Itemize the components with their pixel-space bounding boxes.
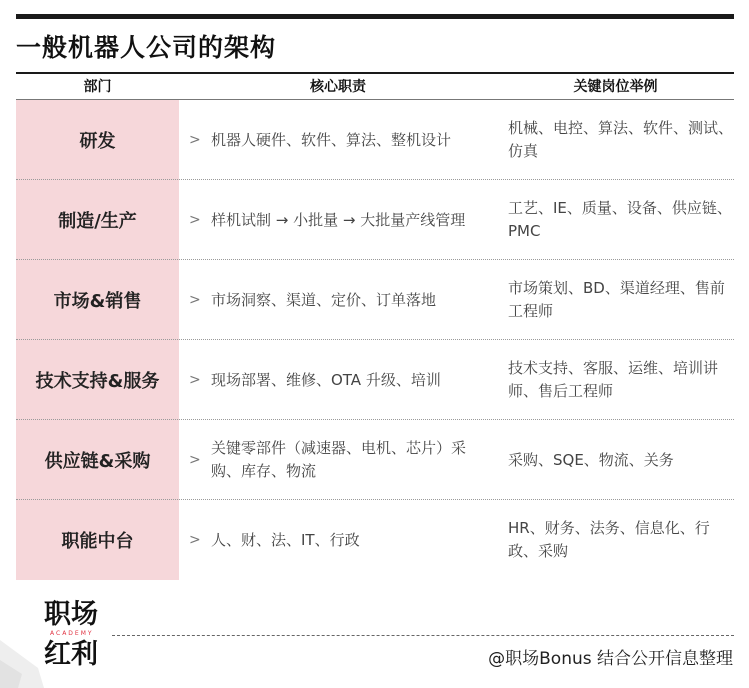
top-rule xyxy=(16,14,734,19)
dept-cell: 职能中台 xyxy=(16,500,179,580)
table-row xyxy=(16,260,734,340)
duty-cell: 市场洞察、渠道、定价、订单落地 xyxy=(211,290,437,309)
brand-logo xyxy=(44,600,108,672)
table-row xyxy=(16,500,734,580)
page-title: 一般机器人公司的架构 xyxy=(16,33,277,62)
table-row xyxy=(16,340,734,420)
logo-tagline: ACADEMY xyxy=(50,630,94,637)
bullet-arrow-icon: > xyxy=(189,532,201,548)
roles-cell: 工艺、IE、质量、设备、供应链、PMC xyxy=(508,199,732,240)
logo-text-line2: 红利 xyxy=(44,639,98,670)
logo-text-line1: 职场 xyxy=(44,599,98,630)
column-header-roles: 关键岗位举例 xyxy=(573,79,658,95)
roles-cell: 采购、SQE、物流、关务 xyxy=(508,450,674,469)
table-row xyxy=(16,100,734,180)
bullet-arrow-icon: > xyxy=(189,372,201,388)
table-header xyxy=(16,74,734,100)
bullet-arrow-icon: > xyxy=(189,292,201,308)
source-credit: @职场Bonus 结合公开信息整理 xyxy=(488,649,733,669)
bullet-arrow-icon: > xyxy=(189,132,201,148)
dept-cell: 市场&销售 xyxy=(16,260,179,340)
roles-cell: 技术支持、客服、运维、培训讲师、售后工程师 xyxy=(508,359,719,400)
duty-cell: 人、财、法、IT、行政 xyxy=(211,530,360,549)
bullet-arrow-icon: > xyxy=(189,452,201,468)
duty-cell: 现场部署、维修、OTA 升级、培训 xyxy=(211,370,441,389)
table-row xyxy=(16,180,734,260)
duty-cell: 关键零部件（减速器、电机、芯片）采购、库存、物流 xyxy=(211,439,467,480)
footer-dashed-rule xyxy=(112,635,734,636)
bullet-arrow-icon: > xyxy=(189,212,201,228)
roles-cell: 市场策划、BD、渠道经理、售前工程师 xyxy=(508,279,725,320)
dept-cell: 研发 xyxy=(16,100,179,180)
duty-cell: 样机试制 → 小批量 → 大批量产线管理 xyxy=(211,210,466,229)
column-header-dept: 部门 xyxy=(83,79,112,95)
duty-cell: 机器人硬件、软件、算法、整机设计 xyxy=(211,130,452,149)
dept-cell: 供应链&采购 xyxy=(16,420,179,500)
column-header-duty: 核心职责 xyxy=(310,79,366,95)
dept-cell: 制造/生产 xyxy=(16,180,179,260)
dept-cell: 技术支持&服务 xyxy=(16,340,179,420)
table-body xyxy=(16,100,734,580)
table-row xyxy=(16,420,734,500)
roles-cell: HR、财务、法务、信息化、行政、采购 xyxy=(508,519,710,560)
roles-cell: 机械、电控、算法、软件、测试、仿真 xyxy=(508,119,734,160)
